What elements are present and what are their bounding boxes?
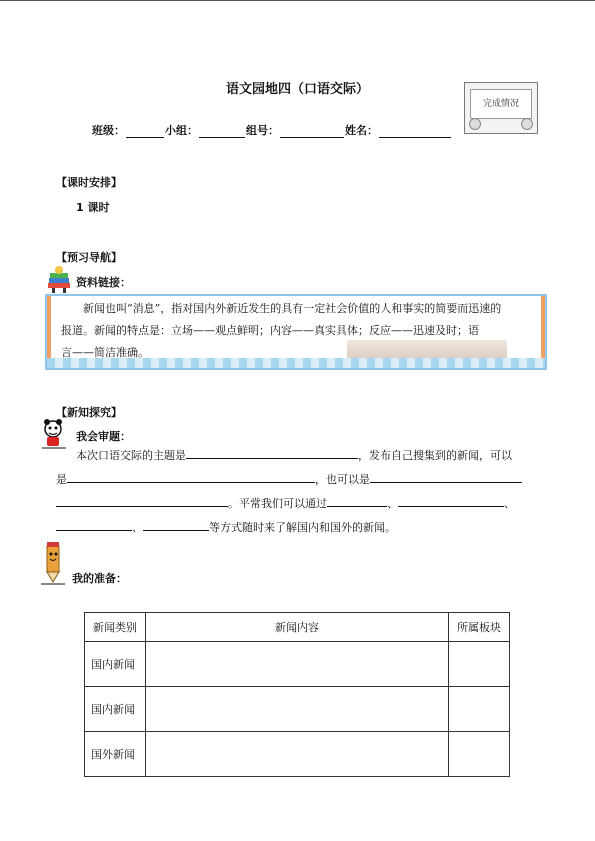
preview-heading: 【预习导航】 [56, 251, 122, 264]
row-section-cell[interactable] [449, 642, 510, 687]
table-row [85, 732, 510, 777]
name-label: 姓名： [345, 124, 378, 137]
channel-blank-2[interactable] [398, 494, 504, 507]
explore-text: 、 [387, 497, 398, 510]
pencil-mascot-icon [38, 540, 68, 586]
explore-heading: 【新知探究】 [56, 406, 122, 419]
completion-badge-label: 完成情况 [470, 89, 532, 119]
explore-subheading: 我会审题： [76, 430, 131, 443]
explore-line-4 [56, 516, 396, 540]
header-content: 新闻内容 [146, 613, 449, 642]
explore-text: 本次口语交际的主题是 [76, 449, 186, 462]
material-line: 新闻也叫“消息”，指对国内外新近发生的具有一定社会价值的人和事实的简要而迅速的 [83, 302, 502, 315]
explore-line-1 [76, 444, 512, 468]
explore-line-3 [56, 492, 515, 516]
row-category: 国外新闻 [85, 732, 146, 777]
row-content-cell[interactable] [146, 642, 449, 687]
books-mascot-icon [44, 265, 74, 295]
student-info-row [92, 122, 452, 138]
class-label: 班级： [92, 124, 125, 137]
channel-blank-3[interactable] [56, 518, 132, 531]
name-blank[interactable] [379, 126, 451, 138]
news-table [84, 612, 510, 777]
row-section-cell[interactable] [449, 732, 510, 777]
explore-text: ，也可以是 [315, 473, 370, 486]
table-header-row [85, 613, 510, 642]
group-no-label: 组号： [246, 124, 279, 137]
top-rule [0, 0, 595, 1]
material-line: 报道。新闻的特点是：立场——观点鲜明；内容——真实具体；反应——迅速及时；语 [61, 324, 479, 337]
news-source-blank-2[interactable] [370, 470, 522, 483]
row-content-cell[interactable] [146, 687, 449, 732]
header-section: 所属板块 [449, 613, 510, 642]
prepare-heading: 我的准备： [72, 572, 127, 585]
news-source-blank-1[interactable] [67, 470, 315, 483]
row-category: 国内新闻 [85, 687, 146, 732]
class-blank[interactable] [126, 126, 164, 138]
scroll-curl-icon [469, 118, 481, 130]
scroll-curl-icon [521, 118, 533, 130]
explore-text: 等方式随时来了解国内和国外的新闻。 [209, 521, 396, 534]
news-source-blank-3[interactable] [56, 494, 228, 507]
theme-blank[interactable] [186, 446, 358, 459]
group-label: 小组： [165, 124, 198, 137]
explore-line-2 [56, 468, 522, 492]
header-category: 新闻类别 [85, 613, 146, 642]
material-text [61, 298, 541, 364]
table-row [85, 687, 510, 732]
completion-badge [464, 82, 538, 134]
page-title: 语文园地四（口语交际） [225, 82, 369, 97]
explore-text: 、 [504, 497, 515, 510]
table-row [85, 642, 510, 687]
explore-text: ，发布自己搜集到的新闻，可以 [358, 449, 512, 462]
schedule-heading: 【课时安排】 [56, 176, 122, 189]
explore-text: 。平常我们可以通过 [228, 497, 327, 510]
material-box [45, 294, 547, 370]
thinking-mascot-icon [38, 418, 72, 452]
explore-text: 是 [56, 473, 67, 486]
row-category: 国内新闻 [85, 642, 146, 687]
row-content-cell[interactable] [146, 732, 449, 777]
group-no-blank[interactable] [280, 126, 344, 138]
channel-blank-4[interactable] [143, 518, 209, 531]
link-label: 资料链接： [76, 276, 131, 289]
group-blank[interactable] [199, 126, 245, 138]
row-section-cell[interactable] [449, 687, 510, 732]
material-line: 言——简洁准确。 [61, 346, 149, 359]
channel-blank-1[interactable] [327, 494, 387, 507]
explore-text: 、 [132, 521, 143, 534]
schedule-value: 1 课时 [76, 201, 110, 214]
